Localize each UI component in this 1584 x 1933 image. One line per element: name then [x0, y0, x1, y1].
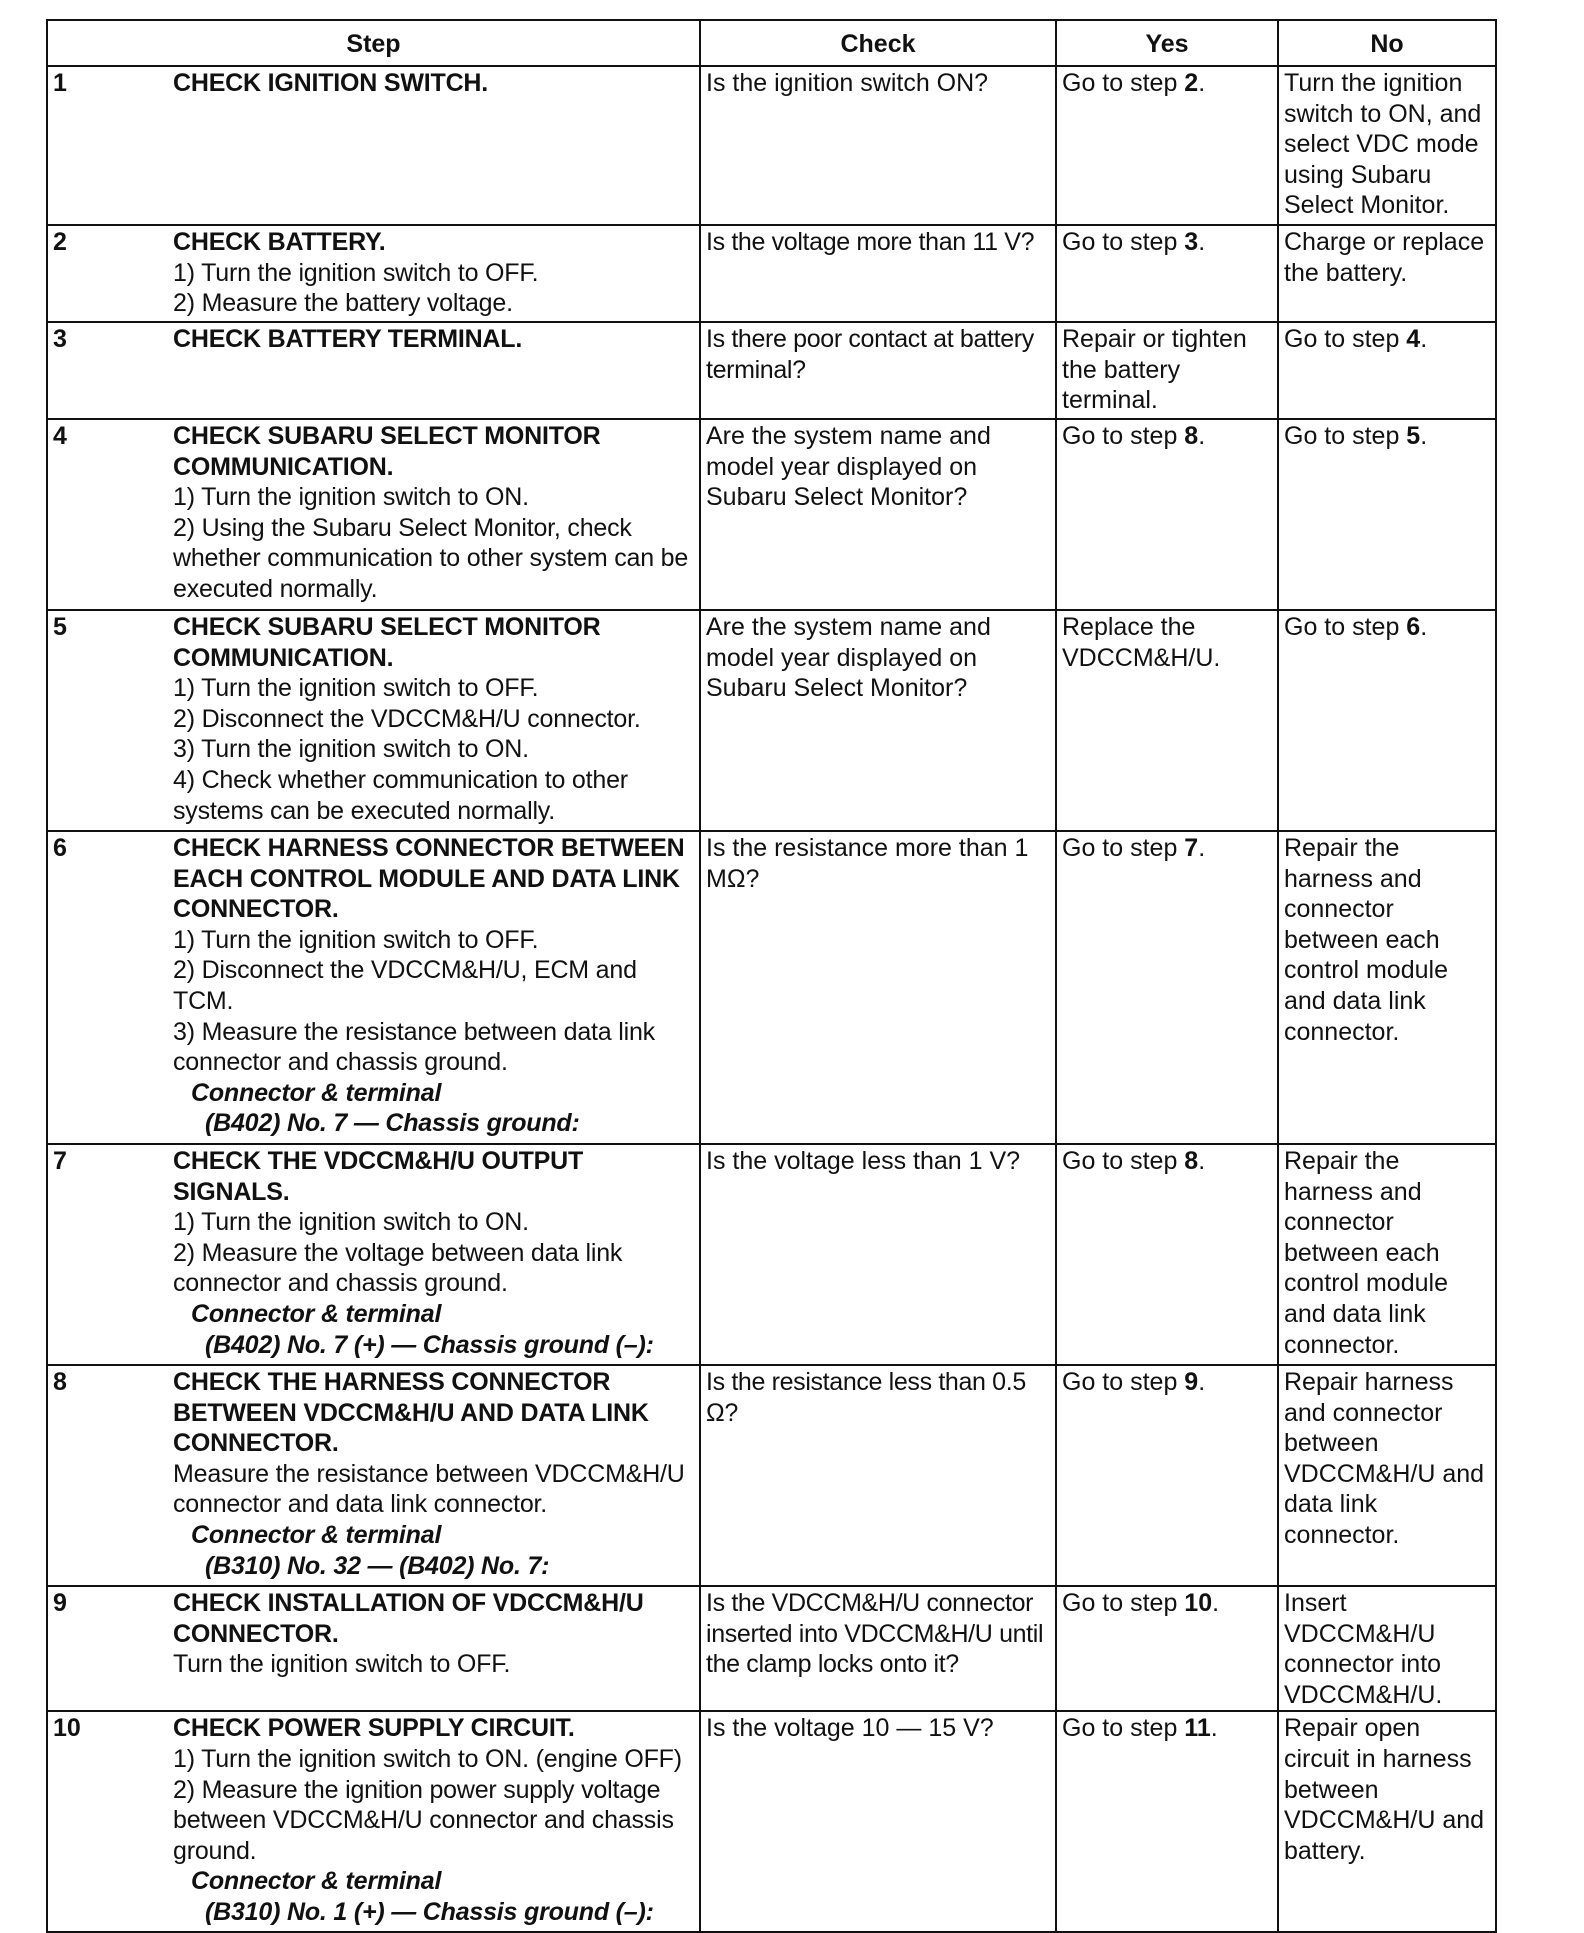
header-no: No: [1278, 20, 1496, 66]
check-cell: Is the voltage 10 — 15 V?: [700, 1711, 1056, 1932]
no-cell: Go to step 4.: [1278, 322, 1496, 419]
step-instruction: 1) Turn the ignition switch to ON.: [173, 483, 529, 512]
no-cell: Repair open circuit in harness between VDCCM&H/U and battery.: [1278, 1711, 1496, 1932]
no-cell: Turn the ignition switch to ON, and select VDC mode using Subaru Select Monitor.: [1278, 66, 1496, 225]
yes-cell: Go to step 2.: [1056, 66, 1278, 225]
step-number: 7: [53, 1147, 67, 1175]
connector-terminal: (B402) No. 7 — Chassis ground:: [205, 1109, 580, 1138]
yes-cell: Go to step 11.: [1056, 1711, 1278, 1932]
table-row: [47, 610, 1496, 831]
check-cell: Are the system name and model year displayed on Subaru Select Monitor?: [700, 610, 1056, 831]
step-instruction: 1) Turn the ignition switch to ON.: [173, 1208, 529, 1237]
connector-terminal: (B310) No. 32 — (B402) No. 7:: [205, 1551, 550, 1580]
yes-cell: Replace the VDCCM&H/U.: [1056, 610, 1278, 831]
step-cell: [47, 831, 700, 1144]
yes-cell: Go to step 9.: [1056, 1365, 1278, 1586]
diagnostic-table: [46, 19, 1497, 1933]
check-cell: Are the system name and model year displayed on Subaru Select Monitor?: [700, 419, 1056, 610]
step-title: CHECK HARNESS CONNECTOR BETWEEN EACH CONTROL MODULE AND DATA LINK CONNECTOR.: [173, 834, 685, 924]
connector-label: Connector & terminal: [191, 1299, 442, 1328]
step-title: CHECK SUBARU SELECT MONITOR COMMUNICATION.: [173, 422, 601, 481]
table-row: [47, 1711, 1496, 1932]
step-instruction: 1) Turn the ignition switch to OFF.: [173, 674, 539, 703]
table-row: [47, 1365, 1496, 1586]
check-cell: Is the ignition switch ON?: [700, 66, 1056, 225]
connector-label: Connector & terminal: [191, 1867, 442, 1896]
header-step: Step: [47, 20, 700, 66]
step-instruction: 2) Disconnect the VDCCM&H/U connector.: [173, 704, 641, 733]
step-number: 5: [53, 613, 67, 641]
table-row: [47, 225, 1496, 322]
step-cell: [47, 1365, 700, 1586]
step-instruction: 2) Measure the ignition power supply voltage between VDCCM&H/U connector and chassis ground.: [173, 1775, 674, 1865]
step-instruction: 1) Turn the ignition switch to OFF.: [173, 258, 539, 287]
step-number: 3: [53, 325, 67, 353]
step-number: 1: [53, 69, 67, 97]
no-cell: Repair harness and connector between VDCCM&H/U and data link connector.: [1278, 1365, 1496, 1586]
yes-cell: Go to step 8.: [1056, 1144, 1278, 1365]
check-cell: Is there poor contact at battery terminal?: [700, 322, 1056, 419]
step-instruction: 2) Using the Subaru Select Monitor, check whether communication to other system can be executed normally.: [173, 513, 689, 603]
step-title: CHECK SUBARU SELECT MONITOR COMMUNICATION.: [173, 613, 601, 672]
header-yes: Yes: [1056, 20, 1278, 66]
check-cell: Is the VDCCM&H/U connector inserted into VDCCM&H/U until the clamp locks onto it?: [700, 1586, 1056, 1711]
table-row: [47, 1586, 1496, 1711]
yes-cell: Repair or tighten the battery terminal.: [1056, 322, 1278, 419]
table-row: [47, 419, 1496, 610]
step-number: 10: [53, 1714, 81, 1743]
check-cell: Is the resistance more than 1 MΩ?: [700, 831, 1056, 1144]
header-check: Check: [700, 20, 1056, 66]
table-row: [47, 322, 1496, 419]
step-number: 2: [53, 228, 67, 256]
table-row: [47, 831, 1496, 1144]
step-cell: [47, 419, 700, 610]
step-cell: [47, 610, 700, 831]
step-title: CHECK BATTERY.: [173, 228, 386, 256]
connector-terminal: (B310) No. 1 (+) — Chassis ground (–):: [205, 1897, 654, 1926]
step-title: CHECK THE HARNESS CONNECTOR BETWEEN VDCCM&H/U AND DATA LINK CONNECTOR.: [173, 1368, 649, 1458]
step-number: 9: [53, 1589, 67, 1617]
check-cell: Is the voltage more than 11 V?: [700, 225, 1056, 322]
no-cell: Insert VDCCM&H/U connector into VDCCM&H/U.: [1278, 1586, 1496, 1711]
no-cell: Charge or replace the battery.: [1278, 225, 1496, 322]
step-instruction: 3) Turn the ignition switch to ON.: [173, 735, 529, 764]
check-cell: Is the voltage less than 1 V?: [700, 1144, 1056, 1365]
no-cell: Repair the harness and connector between each control module and data link connector.: [1278, 1144, 1496, 1365]
step-title: CHECK THE VDCCM&H/U OUTPUT SIGNALS.: [173, 1147, 584, 1206]
step-instruction: 3) Measure the resistance between data link connector and chassis ground.: [173, 1017, 655, 1077]
step-cell: [47, 66, 700, 225]
step-cell: [47, 225, 700, 322]
check-cell: Is the resistance less than 0.5 Ω?: [700, 1365, 1056, 1586]
step-instruction: 1) Turn the ignition switch to ON. (engine OFF): [173, 1744, 682, 1773]
connector-terminal: (B402) No. 7 (+) — Chassis ground (–):: [205, 1330, 654, 1359]
step-number: 4: [53, 422, 67, 450]
step-cell: [47, 1586, 700, 1711]
step-instruction: 2) Disconnect the VDCCM&H/U, ECM and TCM.: [173, 956, 637, 1015]
step-title: CHECK INSTALLATION OF VDCCM&H/U CONNECTOR.: [173, 1589, 644, 1648]
step-cell: [47, 322, 700, 419]
step-title: CHECK POWER SUPPLY CIRCUIT.: [173, 1714, 575, 1743]
step-cell: [47, 1144, 700, 1365]
step-instruction: Turn the ignition switch to OFF.: [173, 1650, 511, 1679]
step-instruction: 1) Turn the ignition switch to OFF.: [173, 925, 539, 954]
connector-label: Connector & terminal: [191, 1520, 442, 1549]
yes-cell: Go to step 8.: [1056, 419, 1278, 610]
table-row: [47, 1144, 1496, 1365]
no-cell: Go to step 5.: [1278, 419, 1496, 610]
step-instruction: 2) Measure the voltage between data link connector and chassis ground.: [173, 1238, 623, 1298]
step-instruction: 2) Measure the battery voltage.: [173, 289, 513, 318]
header-row: [47, 20, 1496, 66]
yes-cell: Go to step 10.: [1056, 1586, 1278, 1711]
no-cell: Go to step 6.: [1278, 610, 1496, 831]
step-title: CHECK BATTERY TERMINAL.: [173, 325, 523, 353]
connector-label: Connector & terminal: [191, 1078, 442, 1107]
step-instruction: 4) Check whether communication to other systems can be executed normally.: [173, 765, 628, 825]
step-title: CHECK IGNITION SWITCH.: [173, 69, 489, 97]
yes-cell: Go to step 7.: [1056, 831, 1278, 1144]
no-cell: Repair the harness and connector between each control module and data link connector.: [1278, 831, 1496, 1144]
step-cell: [47, 1711, 700, 1932]
step-instruction: Measure the resistance between VDCCM&H/U connector and data link connector.: [173, 1459, 685, 1519]
table-row: [47, 66, 1496, 225]
step-number: 6: [53, 834, 67, 862]
step-number: 8: [53, 1368, 67, 1396]
yes-cell: Go to step 3.: [1056, 225, 1278, 322]
